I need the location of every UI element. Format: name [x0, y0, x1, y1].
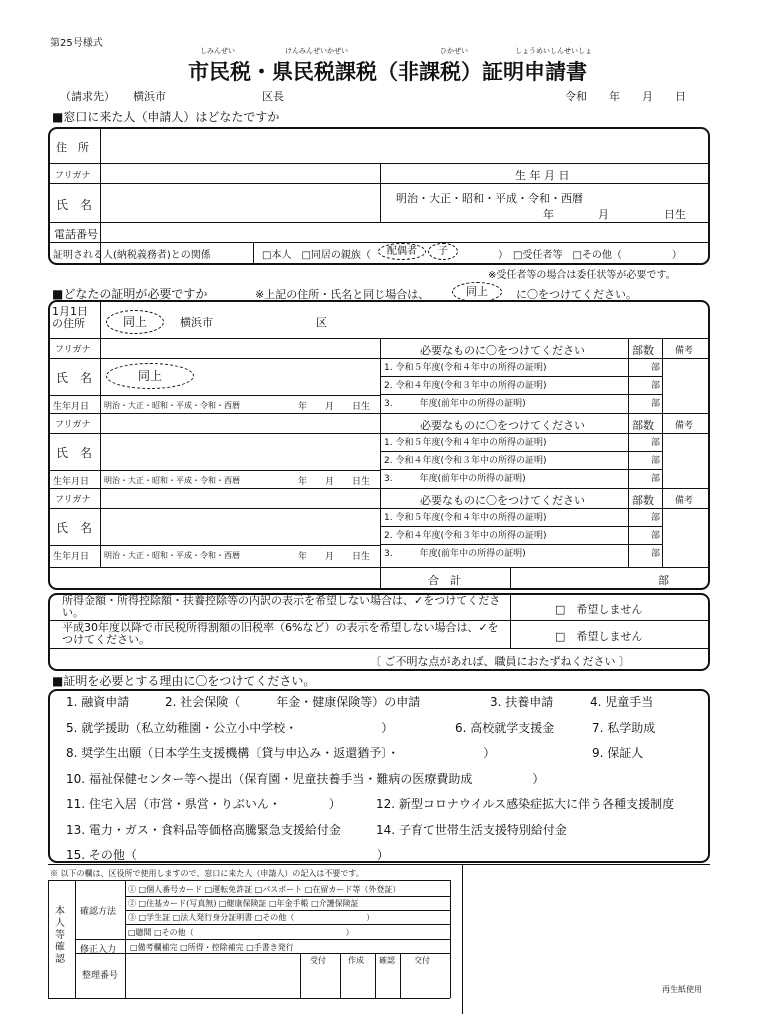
target-2-unit-1[interactable]: 部	[651, 438, 661, 448]
target-3-furigana-field[interactable]	[104, 490, 376, 506]
relation-child[interactable]: 子	[428, 243, 458, 260]
option-2-choice[interactable]: □ 希望しません	[555, 630, 643, 643]
target-3-name-field[interactable]	[104, 511, 376, 543]
reason-2-2[interactable]: 6. 高校就学支援金	[455, 720, 555, 735]
target-2-furigana-field[interactable]	[104, 415, 376, 431]
birth-header: 生 年 月 日	[515, 169, 570, 182]
target-1-name-same[interactable]: 同上	[106, 363, 194, 389]
phone-field[interactable]	[104, 224, 704, 240]
target-3-need-header: 必要なものに〇をつけてください	[420, 494, 585, 507]
same-hint-pill: 同上	[452, 282, 502, 302]
reason-6-1[interactable]: 13. 電力・ガス・食料品等価格高騰緊急支援給付金	[66, 822, 341, 837]
target-3-year-1[interactable]: 1. 令和５年度(令和４年中の所得の証明)	[384, 513, 547, 523]
title-ruby-3: ひかぜい	[440, 47, 468, 55]
target-2-birth-label: 生年月日	[53, 477, 90, 487]
reason-1-3[interactable]: 3. 扶養申請	[490, 695, 554, 709]
form-number: 第25号様式	[50, 38, 103, 49]
target-2-unit-3[interactable]: 部	[651, 474, 661, 484]
target-3-count-header: 部数	[632, 494, 654, 507]
target-1-remark-header: 備考	[675, 346, 694, 356]
address-field[interactable]	[104, 131, 704, 161]
target-3-name-label: 氏 名	[56, 521, 93, 535]
stamp-receipt: 受付	[310, 956, 326, 965]
relation-label: 証明される人(納税義務者)との関係	[53, 250, 211, 261]
confirm-line-4[interactable]: □聴聞 □その他（ ）	[128, 928, 354, 937]
target-1-need-header: 必要なものに〇をつけてください	[420, 344, 585, 357]
target-1-birth-eras[interactable]: 明治・大正・昭和・平成・令和・西暦	[104, 401, 240, 410]
target-3-unit-2[interactable]: 部	[651, 531, 661, 541]
fix-input-label: 修正入力	[80, 945, 117, 955]
ask-note: 〔 ご不明な点があれば、職員におたずねください 〕	[370, 655, 630, 668]
reason-6-2[interactable]: 14. 子育て世帯生活支援特別給付金	[376, 822, 567, 837]
target-1-unit-2[interactable]: 部	[651, 381, 661, 391]
target-2-name-field[interactable]	[104, 436, 376, 468]
reason-2-1[interactable]: 5. 就学援助（私立幼稚園・公立小中学校・ ）	[66, 720, 394, 735]
option-2-text: 平成30年度以降で市民税所得割額の旧税率（6%など）の表示を希望しない場合は、✓をつけてください。	[62, 621, 499, 646]
target-3-remark-header: 備考	[675, 496, 694, 506]
confirm-line-2[interactable]: ② □住基カード(写真無) □健康保険証 □年金手帳 □介護保険証	[128, 899, 359, 908]
target-1-count-header: 部数	[632, 344, 654, 357]
confirm-line-1[interactable]: ① □個人番号カード □運転免許証 □パスポート □在留カード等（外登証）	[128, 885, 401, 894]
jan1-city: 横浜市	[180, 316, 213, 329]
stamp-confirm: 確認	[379, 956, 395, 965]
option-1-text: 所得金額・所得控除額・扶養控除等の内訳の表示を希望しない場合は、✓をつけてください。	[62, 594, 501, 619]
target-2-name-label: 氏 名	[56, 446, 93, 460]
confirm-line-3[interactable]: ③ □学生証 □法人発行身分証明書 □その他（ ）	[128, 913, 375, 922]
target-3-birth-ymd[interactable]: 年 月 日生	[298, 552, 371, 562]
target-2-birth-ymd[interactable]: 年 月 日生	[298, 477, 371, 487]
target-3-furigana-label: フリガナ	[55, 495, 91, 505]
reason-3-1[interactable]: 8. 奨学生出願（日本学生支援機構〔貸与申込み・返還猶予〕・ ）	[66, 746, 496, 760]
relation-options-2[interactable]: ） □受任者等 □その他（ ）	[498, 250, 682, 261]
request-city: 横浜市	[133, 90, 166, 103]
reason-4-1[interactable]: 10. 福祉保健センター等へ提出（保育園・児童扶養手当・難病の医療費助成 ）	[66, 771, 545, 786]
target-3-unit-3[interactable]: 部	[651, 549, 661, 559]
jan1-ward: 区	[316, 316, 327, 329]
reason-1-4[interactable]: 4. 児童手当	[590, 695, 654, 709]
target-2-need-header: 必要なものに〇をつけてください	[420, 419, 585, 432]
office-note: ※ 以下の欄は、区役所で使用しますので、窓口に来た人（申請人）の記入は不要です。	[50, 869, 364, 878]
birth-ymd[interactable]: 年 月 日生	[543, 208, 686, 221]
target-3-birth-label: 生年月日	[53, 552, 90, 562]
target-1-furigana-field[interactable]	[104, 340, 376, 356]
target-2-count-header: 部数	[632, 419, 654, 432]
target-2-unit-2[interactable]: 部	[651, 456, 661, 466]
office-side-label: 本人等確認	[55, 906, 65, 965]
relation-spouse[interactable]: 配偶者	[378, 243, 426, 260]
reason-3-2[interactable]: 9. 保証人	[592, 746, 644, 760]
reason-7-1[interactable]: 15. その他（ ）	[66, 848, 389, 862]
target-1-unit-3[interactable]: 部	[651, 399, 661, 409]
target-2-furigana-label: フリガナ	[55, 420, 91, 430]
target-3-unit-1[interactable]: 部	[651, 513, 661, 523]
furigana-field[interactable]	[104, 165, 376, 181]
fix-options[interactable]: □備考欄補完 □所得・控除補完 □手書き発行	[130, 943, 294, 952]
target-1-birth-label: 生年月日	[53, 402, 90, 412]
target-1-name-label: 氏 名	[56, 371, 93, 385]
target-2-year-2[interactable]: 2. 令和４年度(令和３年中の所得の証明)	[384, 456, 547, 466]
reason-5-2[interactable]: 12. 新型コロナウイルス感染症拡大に伴う各種支援制度	[376, 797, 675, 811]
name-label: 氏 名	[56, 198, 93, 212]
ref-number-label: 整理番号	[82, 971, 119, 981]
title-ruby-2: けんみんぜいかぜい	[285, 47, 348, 55]
request-ward-suffix: 区長	[262, 90, 284, 103]
title-text: 市民税・県民税課税（非課税）証明申請書	[188, 60, 587, 84]
jan1-label: 1月1日の住所	[52, 305, 88, 330]
total-unit: 部	[658, 574, 669, 587]
total-label: 合 計	[428, 574, 461, 587]
reason-2-3[interactable]: 7. 私学助成	[592, 720, 656, 735]
page-title	[188, 56, 628, 86]
relation-options[interactable]: □本人 □同居の親族（	[262, 250, 371, 261]
request-date[interactable]: 令和 年 月 日	[565, 90, 686, 103]
stamp-create: 作成	[348, 956, 364, 965]
target-3-birth-eras[interactable]: 明治・大正・昭和・平成・令和・西暦	[104, 551, 240, 560]
target-1-year-1[interactable]: 1. 令和５年度(令和４年中の所得の証明)	[384, 363, 547, 373]
target-1-year-3[interactable]: 3. 年度(前年中の所得の証明)	[384, 399, 526, 409]
address-label: 住 所	[56, 141, 89, 154]
reason-5-1[interactable]: 11. 住宅入居（市営・県営・りぶいん・ ）	[66, 797, 341, 811]
same-hint-post: に〇をつけてください。	[516, 288, 637, 301]
name-field[interactable]	[104, 186, 376, 220]
phone-label: 電話番号	[54, 228, 98, 241]
target-1-unit-1[interactable]: 部	[651, 363, 661, 373]
target-2-birth-eras[interactable]: 明治・大正・昭和・平成・令和・西暦	[104, 476, 240, 485]
confirm-method-label: 確認方法	[80, 907, 117, 917]
recycled-paper: 再生紙使用	[662, 985, 702, 994]
reason-1-2[interactable]: 2. 社会保険（ 年金・健康保険等）の申請	[165, 695, 421, 709]
option-1-choice[interactable]: □ 希望しません	[555, 603, 643, 616]
furigana-label: フリガナ	[55, 171, 91, 181]
birth-eras[interactable]: 明治・大正・昭和・平成・令和・西暦	[396, 192, 583, 205]
section3-heading: ■証明を必要とする理由に〇をつけてください。	[52, 674, 316, 688]
jan1-same[interactable]: 同上	[106, 310, 164, 334]
target-1-birth-ymd[interactable]: 年 月 日生	[298, 402, 371, 412]
proxy-note: ※受任者等の場合は委任状等が必要です。	[488, 270, 676, 281]
target-3-year-3[interactable]: 3. 年度(前年中の所得の証明)	[384, 549, 526, 559]
target-2-remark-header: 備考	[675, 421, 694, 431]
title-ruby-1: しみんぜい	[200, 47, 235, 55]
title-ruby-4: しょうめいしんせいしょ	[515, 47, 592, 55]
target-2-year-1[interactable]: 1. 令和５年度(令和４年中の所得の証明)	[384, 438, 547, 448]
request-to-label: （請求先）	[60, 90, 115, 103]
target-1-year-2[interactable]: 2. 令和４年度(令和３年中の所得の証明)	[384, 381, 547, 391]
section2-heading: ■どなたの証明が必要ですか	[52, 287, 208, 301]
same-hint-pre: ※上記の住所・氏名と同じ場合は、	[255, 288, 430, 301]
reason-1-1[interactable]: 1. 融資申請	[66, 695, 130, 709]
target-3-year-2[interactable]: 2. 令和４年度(令和３年中の所得の証明)	[384, 531, 547, 541]
target-1-furigana-label: フリガナ	[55, 345, 91, 355]
target-2-year-3[interactable]: 3. 年度(前年中の所得の証明)	[384, 474, 526, 484]
stamp-issue: 交付	[414, 956, 430, 965]
section1-heading: ■窓口に来た人（申請人）はどなたですか	[52, 110, 280, 124]
